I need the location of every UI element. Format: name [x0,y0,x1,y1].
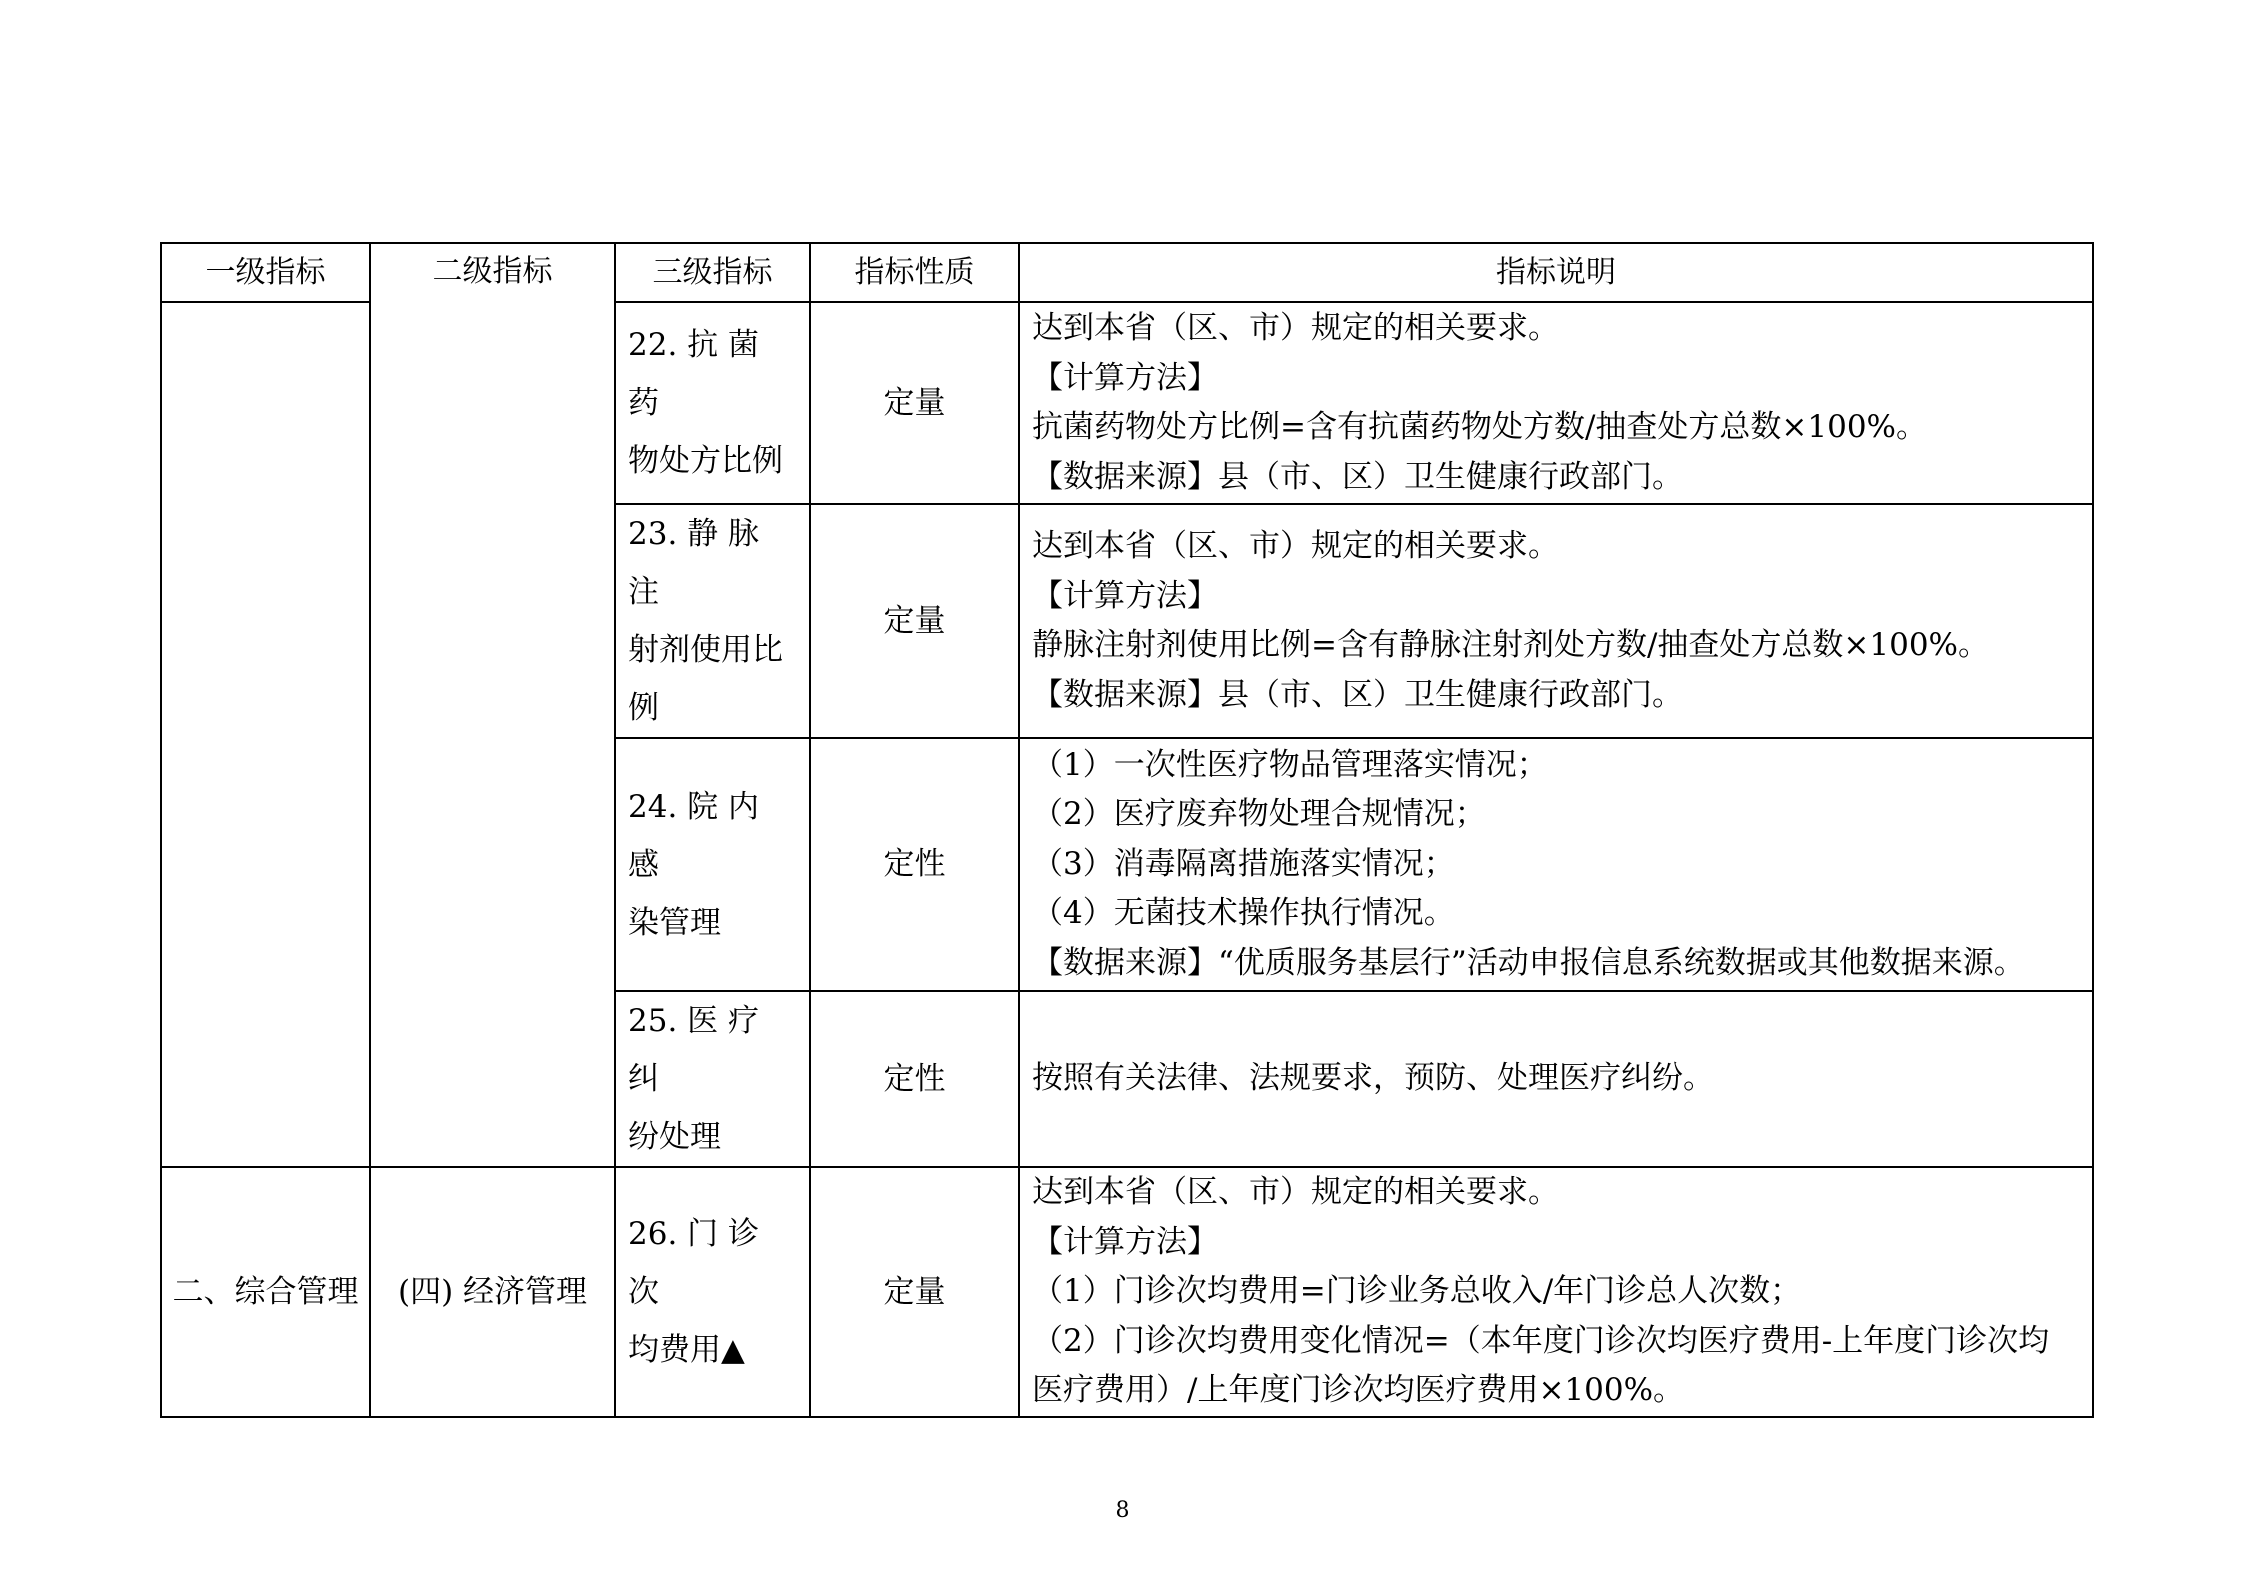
table-row [161,1167,2093,1417]
cell-desc: 按照有关法律、法规要求，预防、处理医疗纠纷。 [1019,991,2093,1167]
cell-desc: 达到本省（区、市）规定的相关要求。 【计算方法】 抗菌药物处方比例=含有抗菌药物处方数/抽查处方总数×100%。 【数据来源】县（市、区）卫生健康行政部门。 [1019,302,2093,504]
cell-nature: 定量 [810,302,1019,504]
cell-nature: 定量 [810,504,1019,738]
cell-level1: 二、综合管理 [161,1167,370,1417]
cell-level3: 25. 医 疗 纠 纷处理 [615,991,810,1167]
cell-desc: 达到本省（区、市）规定的相关要求。 【计算方法】 （1）门诊次均费用=门诊业务总收入/年门诊总人次数； （2）门诊次均费用变化情况=（本年度门诊次均医疗费用-上年度门诊次均 医疗费用）/上年度门诊次均医疗费用×100%。 [1019,1167,2093,1417]
cell-nature: 定量 [810,1167,1019,1417]
page-number: 8 [1115,1498,1130,1523]
cell-level3: 22. 抗 菌 药 物处方比例 [615,302,810,504]
indicator-table [160,242,2094,1418]
header-level3: 三级指标 [615,243,810,302]
header-level2: 二级指标 [370,243,615,1167]
cell-desc: （1）一次性医疗物品管理落实情况； （2）医疗废弃物处理合规情况； （3）消毒隔离措施落实情况； （4）无菌技术操作执行情况。 【数据来源】“优质服务基层行”活动申报信息系统数据或其他数据来源。 [1019,738,2093,991]
cell-level3: 26. 门 诊 次 均费用▲ [615,1167,810,1417]
cell-desc: 达到本省（区、市）规定的相关要求。 【计算方法】 静脉注射剂使用比例=含有静脉注射剂处方数/抽查处方总数×100%。 【数据来源】县（市、区）卫生健康行政部门。 [1019,504,2093,738]
cell-nature: 定性 [810,991,1019,1167]
cell-level3: 23. 静 脉 注 射剂使用比 例 [615,504,810,738]
cell-nature: 定性 [810,738,1019,991]
header-desc: 指标说明 [1019,243,2093,302]
header-level1: 一级指标 [161,243,370,302]
header-nature: 指标性质 [810,243,1019,302]
table-header-row [161,243,2093,302]
cell-level3: 24. 院 内 感 染管理 [615,738,810,991]
cell-level1-empty [161,302,370,1167]
cell-level2: (四) 经济管理 [370,1167,615,1417]
